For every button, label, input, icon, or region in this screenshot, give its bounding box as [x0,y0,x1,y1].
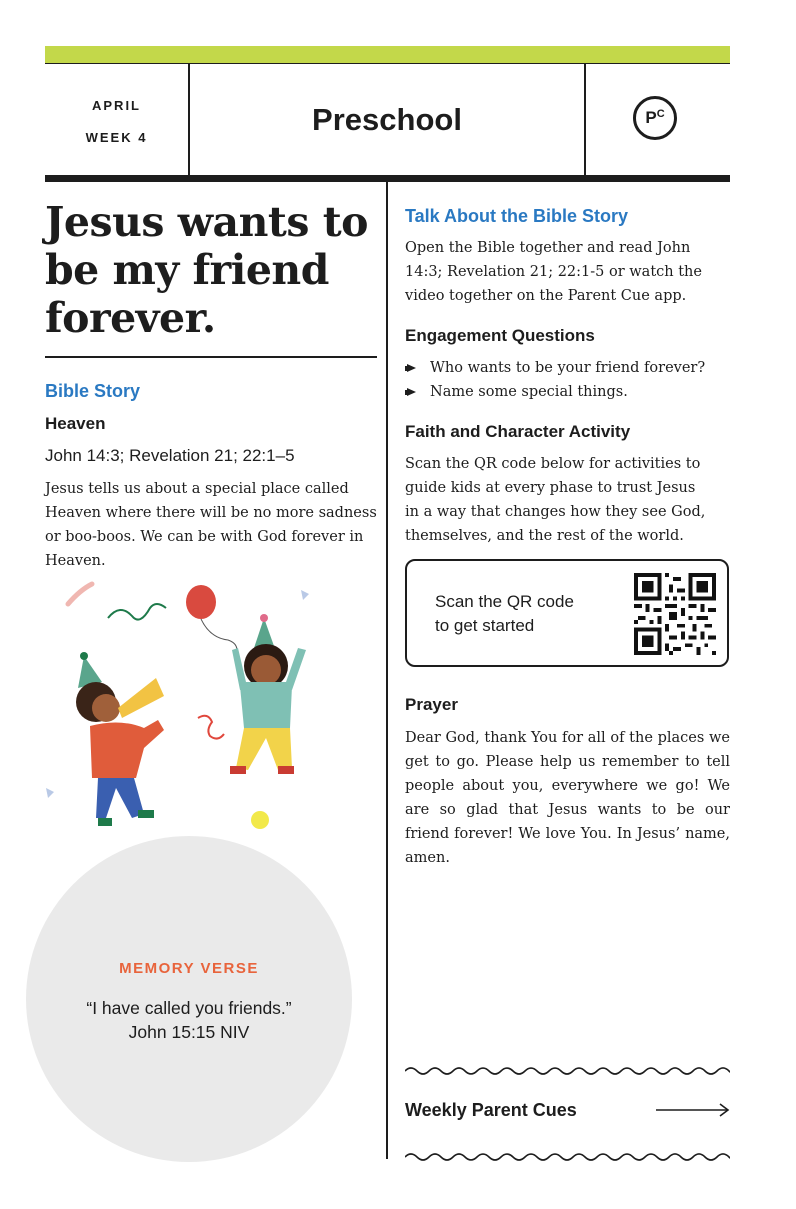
green-streamer [108,604,166,620]
kid-sweater [240,682,292,728]
party-kids-illustration [40,578,340,833]
kid-face [92,694,120,722]
weekly-parent-cues-link[interactable]: Weekly Parent Cues [405,1100,577,1120]
parent-cue-logo [633,96,677,140]
memory-verse-text [26,996,352,1044]
balloon [186,585,216,619]
qr-line-2: to get started [435,616,535,635]
kid-face [251,655,281,685]
confetti-piece [46,788,54,798]
wavy-divider-bottom [405,1150,730,1164]
question-item: Name some special things. [405,380,730,404]
qr-callout-text [435,590,625,638]
prayer-heading: Prayer [405,695,458,714]
memory-verse-label: MEMORY VERSE [119,960,259,977]
kid-pants [236,728,292,770]
confetti-streamer [68,584,92,604]
memory-verse-quote: “I have called you friends.” [86,998,292,1018]
memory-verse-reference: John 15:15 NIV [128,1022,250,1042]
party-horn [118,678,164,718]
bible-story-summary: Jesus tells us about a special place called Heaven where there will be no more sadness or boo-boos. We can be with God forever in Heaven. [45,481,377,569]
header-top-rule [45,63,730,64]
bible-story-reference: John 14:3; Revelation 21; 22:1–5 [45,446,295,465]
arrow-right-icon[interactable] [656,1102,730,1118]
header-week: WEEK 4 [85,130,148,145]
page-title: Jesus wants to be my friend forever. [45,198,368,342]
wavy-divider-top [405,1064,730,1078]
confetti-piece [301,590,309,600]
balloon-string [201,619,237,656]
qr-line-1: Scan the QR code [435,592,574,611]
question-item: Who wants to be your friend forever? [405,356,730,380]
header-grade: Preschool [312,102,462,137]
engagement-questions [405,356,730,404]
bible-story-subtitle: Heaven [45,414,106,433]
engagement-heading: Engagement Questions [405,326,595,345]
kid-pants [96,778,144,818]
yellow-confetti [251,811,269,829]
bible-story-heading: Bible Story [45,381,141,401]
column-divider [386,182,388,1159]
header-accent-bar [45,46,730,63]
header-divider-right [584,63,586,176]
faith-activity-heading: Faith and Character Activity [405,422,631,441]
qr-code-icon[interactable] [634,573,716,655]
header-date [45,90,188,154]
talk-about-heading: Talk About the Bible Story [405,206,629,226]
kid-shirt [90,720,164,778]
prayer-body: Dear God, thank You for all of the places we get to go. Please help us remember to tell people about you, everywhere we go! We are so glad that Jesus wants to be our friend forever! We love You. In Jesus’ name, amen. [405,730,730,866]
red-streamer [198,716,224,739]
logo-text: $P^C$ [645,108,665,127]
faith-activity-body: Scan the QR code below for activities to guide kids at every phase to trust Jesus in a way that changes how they see God, themselves, and the rest of the world. [405,456,706,544]
header-bottom-rule [45,175,730,182]
header-month: APRIL [92,98,141,113]
title-rule [45,356,377,358]
talk-about-body: Open the Bible together and read John 14:3; Revelation 21; 22:1-5 or watch the video together on the Parent Cue app. [405,240,702,304]
party-hat [254,618,274,648]
